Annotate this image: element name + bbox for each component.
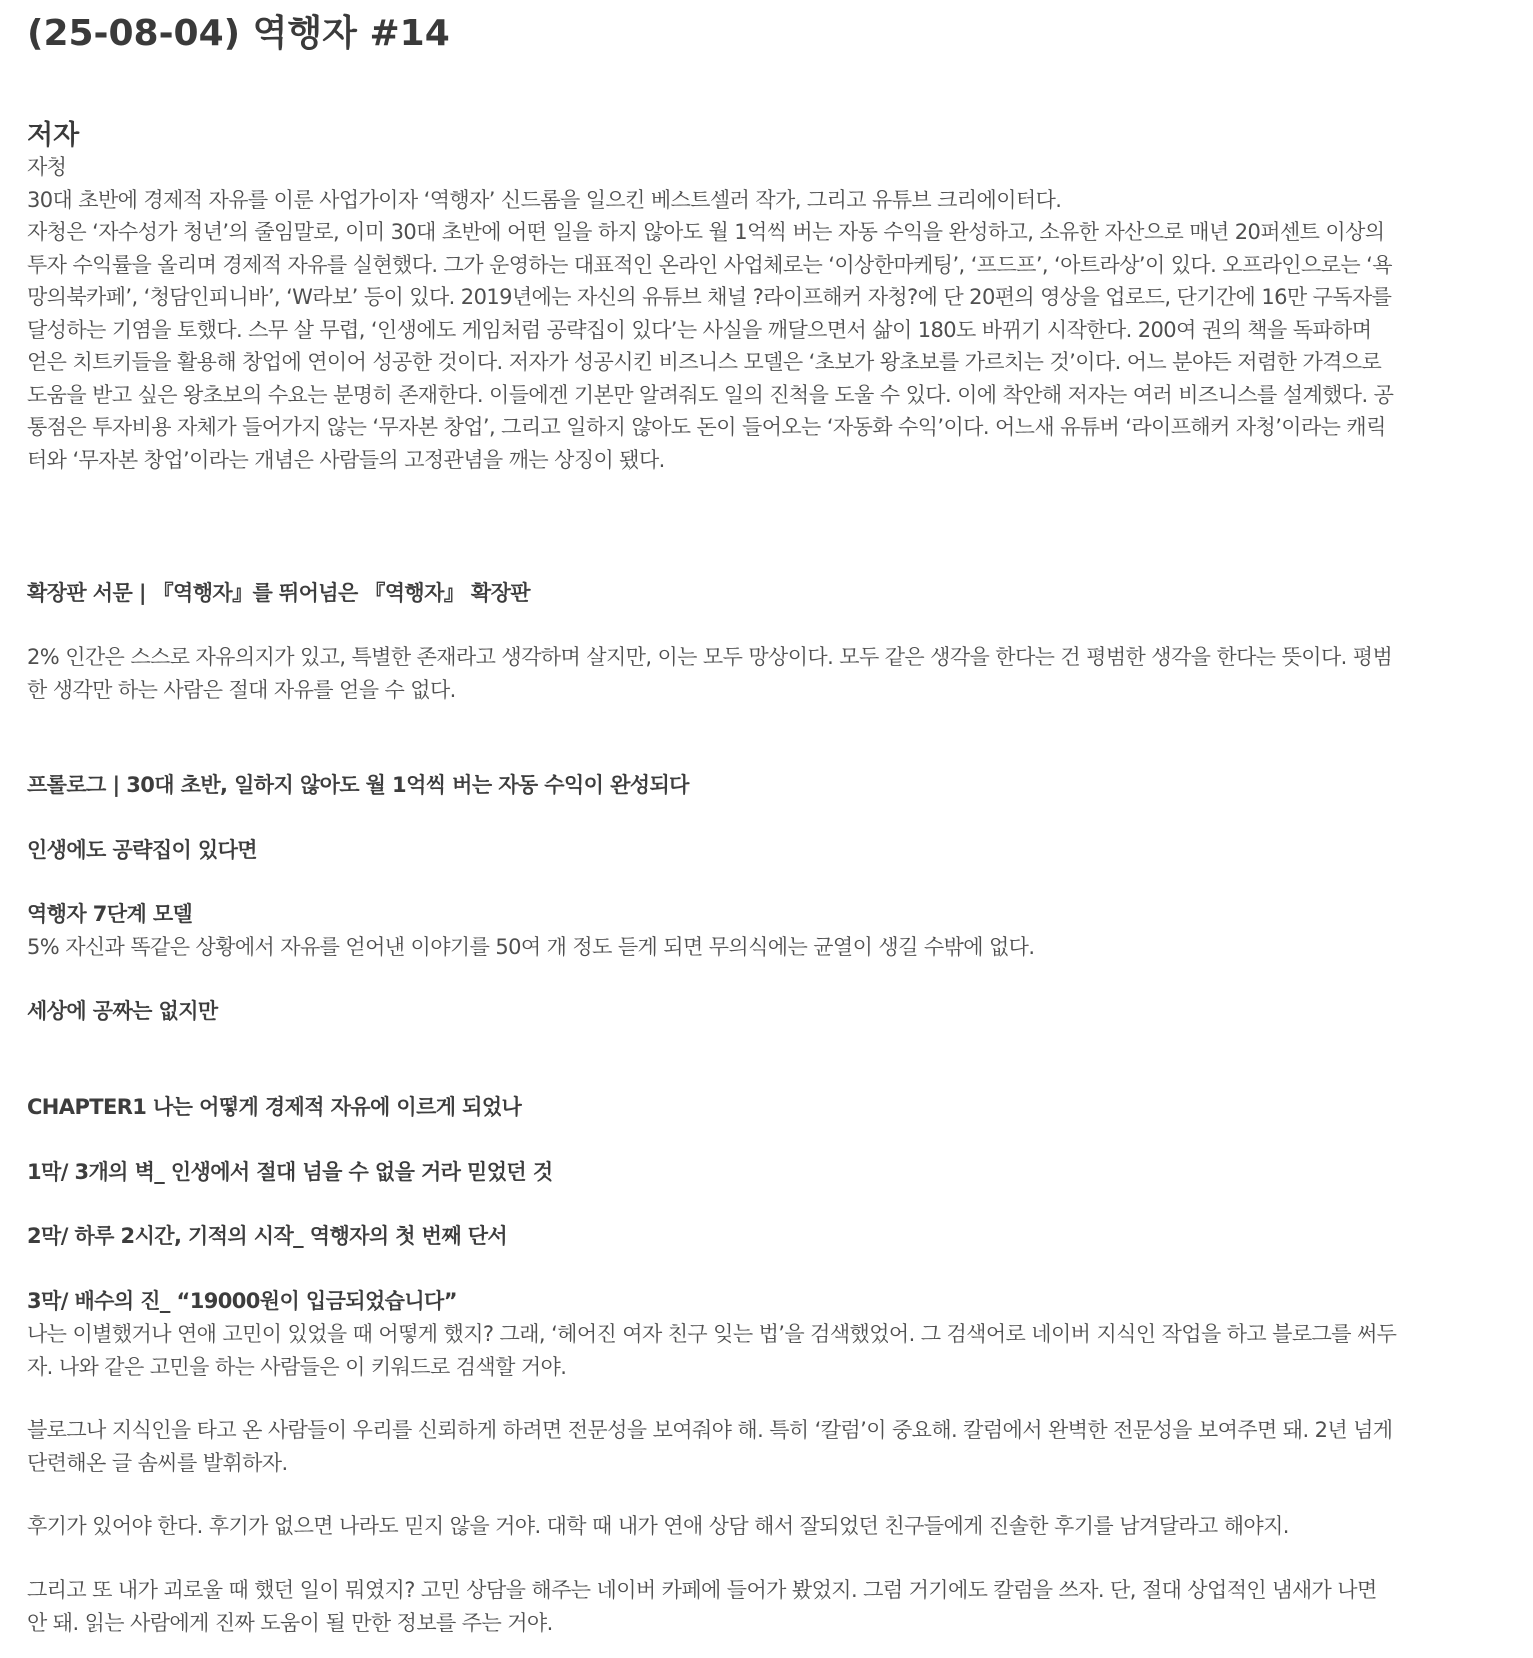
author-line: 터와 ‘무자본 창업’이라는 개념은 사람들의 고정관념을 깨는 상징이 됐다. [27, 447, 665, 472]
author-line: 도움을 받고 싶은 왕초보의 수요는 분명히 존재한다. 이들에겐 기본만 알려줘도 일의 진척을 도울 수 있다. 이에 착안해 저자는 여러 비즈니스를 설계했다. 공 [27, 382, 1394, 407]
free-heading: 세상에 공짜는 없지만 [27, 999, 218, 1023]
act3-line: 나는 이별했거나 연애 고민이 있었을 때 어떻게 했지? 그래, ‘헤어진 여자 친구 잊는 법’을 검색했었어. 그 검색어로 네이버 지식인 작업을 하고 블로그를 써두 [27, 1322, 1397, 1346]
act3-line: 자. 나와 같은 고민을 하는 사람들은 이 키워드로 검색할 거야. [27, 1354, 567, 1379]
preface-paragraph [27, 641, 1517, 706]
prologue-heading: 프롤로그 | 30대 초반, 일하지 않아도 월 1억씩 버는 자동 수익이 완성되다 [27, 773, 689, 797]
act3-paragraph-1 [27, 1318, 1517, 1383]
act3-line: 안 돼. 읽는 사람에게 진짜 도움이 될 만한 정보를 주는 거야. [27, 1610, 553, 1635]
author-line: 투자 수익률을 올리며 경제적 자유를 실현했다. 그가 운영하는 대표적인 온라인 사업체로는 ‘이상한마케팅’, ‘프드프’, ‘아트라상’이 있다. 오프라인으로는 ‘욕 [27, 252, 1392, 277]
act3-paragraph-3: 후기가 있어야 한다. 후기가 없으면 나라도 믿지 않을 거야. 대학 때 내가 연애 상담 해서 잘되었던 친구들에게 진솔한 후기를 남겨달라고 해야지. [27, 1514, 1289, 1538]
act3-paragraph-2 [27, 1414, 1517, 1479]
act1-heading: 1막/ 3개의 벽_ 인생에서 절대 넘을 수 없을 거라 믿었던 것 [27, 1160, 553, 1184]
act3-heading: 3막/ 배수의 진_ “19000원이 입금되었습니다” [27, 1289, 457, 1313]
model-heading: 역행자 7단계 모델 [27, 902, 193, 926]
act3-line: 단련해온 글 솜씨를 발휘하자. [27, 1450, 288, 1475]
author-line: 달성하는 기염을 토했다. 스무 살 무렵, ‘인생에도 게임처럼 공략집이 있다’는 사실을 깨달으면서 삶이 180도 바뀌기 시작한다. 200여 권의 책을 독파하며 [27, 317, 1372, 342]
model-line: 5% 자신과 똑같은 상황에서 자유를 얻어낸 이야기를 50여 개 정도 듣게 되면 무의식에는 균열이 생길 수밖에 없다. [27, 935, 1035, 959]
author-line: 통점은 투자비용 자체가 들어가지 않는 ‘무자본 창업’, 그리고 일하지 않아도 돈이 들어오는 ‘자동화 수익’이다. 어느새 유튜버 ‘라이프해커 자청’이라는 캐릭 [27, 415, 1386, 439]
act2-heading: 2막/ 하루 2시간, 기적의 시작_ 역행자의 첫 번째 단서 [27, 1224, 508, 1248]
author-heading: 저자 [27, 120, 80, 151]
page-title: (25-08-04) 역행자 #14 [27, 13, 450, 54]
author-paragraph [27, 151, 1517, 476]
author-line: 망의북카페’, ‘청담인피니바’, ‘W라보’ 등이 있다. 2019년에는 자신의 유튜브 채널 ?라이프해커 자청?에 단 20편의 영상을 업로드, 단기간에 16만 구독자를 [27, 285, 1392, 309]
preface-line: 2% 인간은 스스로 자유의지가 있고, 특별한 존재라고 생각하며 살지만, 이는 모두 망상이다. 모두 같은 생각을 한다는 건 평범한 생각을 한다는 뜻이다. 평범 [27, 645, 1393, 669]
chapter1-heading: CHAPTER1 나는 어떻게 경제적 자유에 이르게 되었나 [27, 1095, 522, 1119]
act3-paragraph-4 [27, 1574, 1517, 1639]
act3-line: 블로그나 지식인을 타고 온 사람들이 우리를 신뢰하게 하려면 전문성을 보여줘야 해. 특히 ‘칼럼’이 중요해. 칼럼에서 완벽한 전문성을 보여주면 돼. 2년 넘게 [27, 1418, 1393, 1442]
author-line: 자청은 ‘자수성가 청년’의 줄임말로, 이미 30대 초반에 어떤 일을 하지 않아도 월 1억씩 버는 자동 수익을 완성하고, 소유한 자산으로 매년 20퍼센트 이상의 [27, 220, 1385, 244]
author-line: 얻은 치트키들을 활용해 창업에 연이어 성공한 것이다. 저자가 성공시킨 비즈니스 모델은 ‘초보가 왕초보를 가르치는 것’이다. 어느 분야든 저렴한 가격으로 [27, 350, 1382, 374]
guide-heading: 인생에도 공략집이 있다면 [27, 838, 257, 862]
author-line: 자청 [27, 155, 67, 179]
preface-heading: 확장판 서문 | 『역행자』를 뛰어넘은 『역행자』 확장판 [27, 581, 530, 605]
preface-line: 한 생각만 하는 사람은 절대 자유를 얻을 수 없다. [27, 677, 456, 702]
author-line: 30대 초반에 경제적 자유를 이룬 사업가이자 ‘역행자’ 신드롬을 일으킨 베스트셀러 작가, 그리고 유튜브 크리에이터다. [27, 187, 1062, 212]
act3-line: 그리고 또 내가 괴로울 때 했던 일이 뭐였지? 고민 상담을 해주는 네이버 카페에 들어가 봤었지. 그럼 거기에도 칼럼을 쓰자. 단, 절대 상업적인 냄새가 나면 [27, 1578, 1377, 1602]
